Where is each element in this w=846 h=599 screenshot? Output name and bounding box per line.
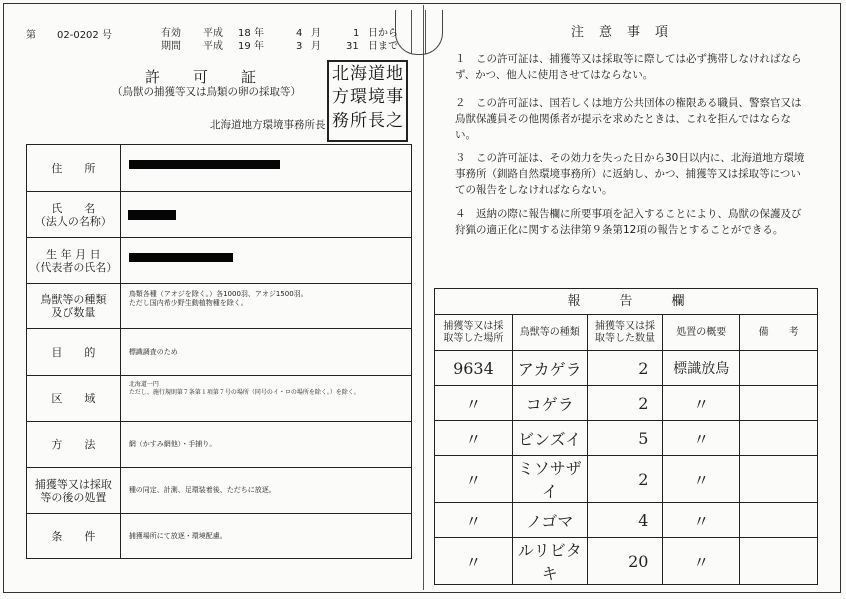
cell-place: 〃: [435, 421, 513, 456]
cell-remarks: [740, 351, 818, 386]
cell-place: 〃: [435, 503, 513, 538]
notes-heading: 注 意 事 項: [571, 25, 670, 40]
cell-quantity: 5: [587, 421, 663, 456]
report-row: [435, 421, 818, 456]
note-item: ３ この許可証は、その効力を失った日から30日以内に、北海道地方環境事務所（釧路自然環境事務所）に返納し、かつ、捕獲等又は採取等についての報告をしなければならない。: [455, 152, 805, 196]
row-value: 網（かすみ網他）・手捕り。: [120, 422, 411, 468]
redacted-name: [128, 210, 176, 220]
corner-stamp-mark: [395, 10, 443, 55]
issuer-name: 北海道地方環境事務所長: [210, 119, 326, 131]
permit-number-prefix: 第: [26, 30, 36, 41]
cell-quantity: 4: [587, 503, 663, 538]
cell-action: 〃: [663, 386, 740, 421]
row-label: 捕獲等又は採取 等の後の処置: [27, 468, 121, 514]
to-day: 31: [346, 41, 359, 52]
row-label: 住 所: [27, 145, 121, 192]
seal-char: 海: [350, 64, 367, 84]
cell-place: 〃: [435, 386, 513, 421]
seal-char: 長: [368, 111, 385, 131]
row-value: 標識調査のため: [120, 329, 411, 376]
row-value: 種の同定、計測、足環装着後、ただちに放逐。: [120, 468, 411, 514]
cell-action: 標識放鳥: [663, 351, 740, 386]
cell-species: ミソサザイ: [512, 456, 587, 503]
permit-row: [27, 376, 412, 422]
from-era: 平成: [203, 28, 223, 39]
cell-quantity: 2: [587, 351, 663, 386]
report-row: [435, 386, 818, 421]
row-label: 生 年 月 日 （代表者の氏名）: [27, 238, 121, 284]
report-title: 報 告 欄: [435, 289, 818, 315]
cell-action: 〃: [663, 421, 740, 456]
cell-quantity: 20: [587, 538, 663, 585]
cell-remarks: [740, 538, 818, 585]
row-value: 捕獲場所にて放逐・環境配慮。: [120, 514, 411, 559]
report-row: [435, 503, 818, 538]
report-row: [435, 456, 818, 503]
stamp-line: [411, 10, 412, 54]
col-header-action: 処置の概要: [663, 315, 740, 351]
permit-title: 許 可 証: [145, 68, 258, 86]
seal-char: 事: [386, 87, 403, 107]
valid-label: 有効: [161, 28, 181, 39]
redacted-address: [129, 160, 280, 169]
cell-species: アカゲラ: [512, 351, 587, 386]
report-title-row: [435, 289, 818, 315]
cell-action: 〃: [663, 456, 740, 503]
seal-char: 境: [368, 87, 385, 107]
permit-row: [27, 468, 412, 514]
cell-remarks: [740, 386, 818, 421]
cell-species: ビンズイ: [512, 421, 587, 456]
row-value: 北海道一円 ただし、施行規則第７条第１項第７号の場所（同号のイ・ロの場所を除く。）を除く。: [120, 376, 411, 422]
from-suffix: 日から: [368, 28, 398, 39]
cell-remarks: [740, 503, 818, 538]
seal-char: 之: [386, 111, 403, 131]
permit-row: [27, 192, 412, 238]
permit-row: [27, 514, 412, 559]
row-value: 鳥類各種（アオジを除く。）各1000羽、アオジ1500羽。 ただし国内希少野生動植物種を除く。: [120, 284, 411, 329]
redacted-birthdate: [129, 253, 233, 262]
from-month-unit: 月: [311, 28, 321, 39]
cell-place: 〃: [435, 456, 513, 503]
from-day: 1: [353, 28, 360, 39]
from-year-unit: 年: [254, 28, 264, 39]
from-month: 4: [296, 28, 303, 39]
report-header-row: [435, 315, 818, 351]
seal-char: 方: [332, 87, 349, 107]
seal-char: 所: [350, 111, 367, 131]
cell-place: 〃: [435, 538, 513, 585]
cell-quantity: 2: [587, 386, 663, 421]
stamp-line: [425, 10, 426, 54]
col-header-quantity: 捕獲等又は採 取等した数量: [587, 315, 663, 351]
to-era: 平成: [203, 41, 223, 52]
to-suffix: 日まで: [368, 41, 398, 52]
row-label: 鳥獣等の種類 及び数量: [27, 284, 121, 329]
permit-row: [27, 284, 412, 329]
to-month: 3: [296, 41, 303, 52]
col-header-remarks: 備 考: [740, 315, 818, 351]
note-item: １ この許可証は、捕獲等又は採取等に際しては必ず携帯しなければならず、かつ、他人に使用させてはならない。: [455, 53, 802, 81]
col-header-species: 鳥獣等の種類: [512, 315, 587, 351]
cell-species: コゲラ: [512, 386, 587, 421]
cell-quantity: 2: [587, 456, 663, 503]
cell-action: 〃: [663, 503, 740, 538]
row-label: 条 件: [27, 514, 121, 559]
permit-subtitle: （鳥獣の捕獲等又は鳥類の卵の採取等）: [112, 86, 301, 98]
row-label: 目 的: [27, 329, 121, 376]
report-table: [434, 288, 818, 585]
cell-species: ノゴマ: [512, 503, 587, 538]
col-header-place: 捕獲等又は採 取等した場所: [435, 315, 513, 351]
period-label: 期間: [161, 41, 181, 52]
seal-char: 地: [386, 64, 403, 84]
note-item: ２ この許可証は、国若しくは地方公共団体の権限ある職員、警察官又は鳥獣保護員その他関係者が提示を求めたときは、これを拒んではならない。: [455, 97, 802, 141]
official-seal: [327, 60, 408, 142]
fold-line: [423, 5, 424, 590]
from-year: 18: [238, 28, 251, 39]
report-row: [435, 351, 818, 386]
report-row: [435, 538, 818, 585]
to-year-unit: 年: [254, 41, 264, 52]
cell-action: 〃: [663, 538, 740, 585]
seal-char: 道: [368, 64, 385, 84]
permit-row: [27, 422, 412, 468]
seal-char: 北: [332, 64, 349, 84]
seal-char: 環: [350, 87, 367, 107]
cell-species: ルリビタキ: [512, 538, 587, 585]
seal-char: 務: [332, 111, 349, 131]
to-year: 19: [238, 41, 251, 52]
row-label: 区 域: [27, 376, 121, 422]
cell-remarks: [740, 421, 818, 456]
permit-number: 02-0202 号: [57, 30, 112, 41]
row-label: 方 法: [27, 422, 121, 468]
note-item: ４ 返納の際に報告欄に所要事項を記入することにより、鳥獣の保護及び狩猟の適正化に関する法律第９条第12項の報告とすることができる。: [455, 208, 802, 236]
cell-remarks: [740, 456, 818, 503]
to-month-unit: 月: [311, 41, 321, 52]
cell-place: 9634: [435, 351, 513, 386]
permit-row: [27, 329, 412, 376]
permit-table: [26, 144, 412, 559]
row-label: 氏 名 （法人の名称）: [27, 192, 121, 238]
